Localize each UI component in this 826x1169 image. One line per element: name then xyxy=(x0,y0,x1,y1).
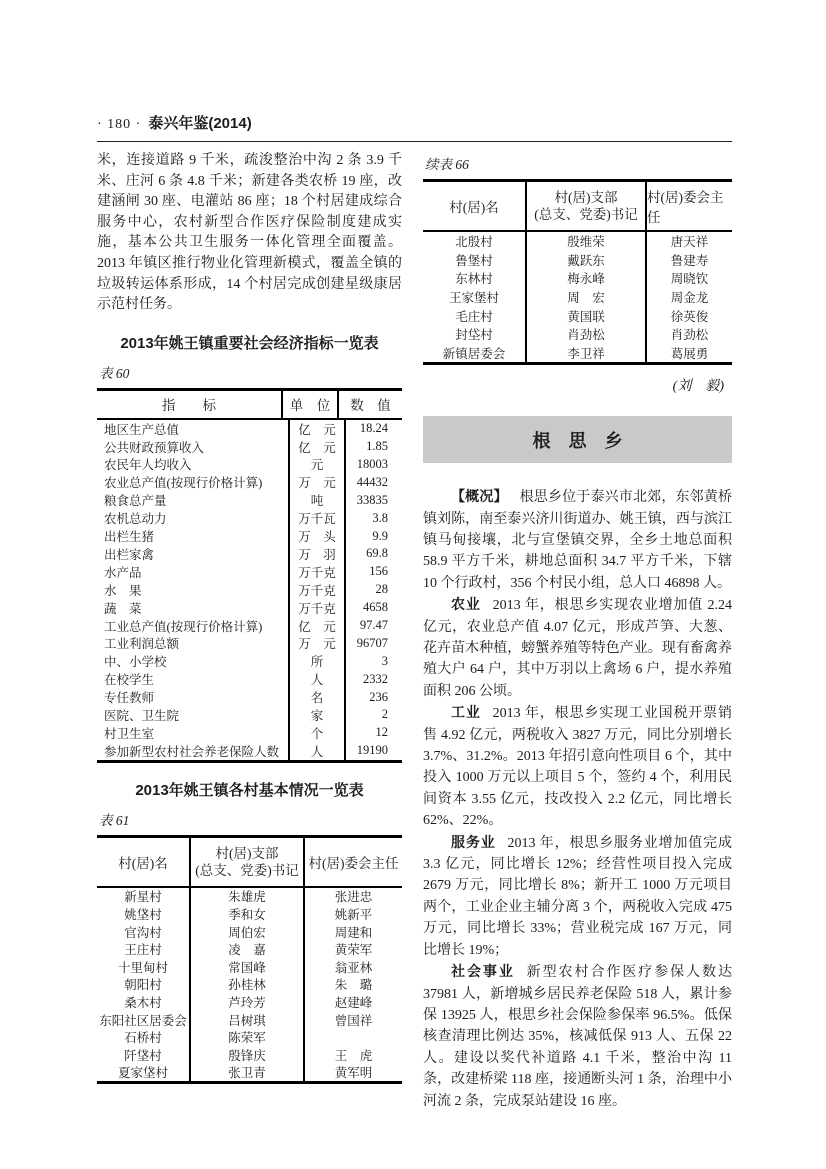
section-paragraphs xyxy=(423,486,732,1112)
header-secretary-line2: (总支、党委)书记 xyxy=(195,862,299,878)
header-cell-secretary xyxy=(527,182,647,230)
cell-secretary: 张卫青 xyxy=(191,1064,305,1082)
cell-value: 2 xyxy=(381,707,388,722)
table-row xyxy=(97,688,402,706)
header-cell-village: 村(居)名 xyxy=(423,182,527,230)
cell-director: 鲁建寿 xyxy=(670,253,709,268)
section-header-banner xyxy=(423,416,732,463)
paragraph xyxy=(423,961,732,1112)
header-cell-director: 村(居)委会主任 xyxy=(308,855,399,871)
cell-value: 156 xyxy=(369,564,388,579)
paragraph-body: 2013 年，根思乡实现工业国税开票销售 4.92 亿元，两税收入 3827 万元，同比分别增长 3.7%、31.2%。2013 年招引意向性项目 6 个，其中投入 1000 万元以上项目 5 个，签约 4 个，利用民间资本 3.55 亿元，技改投入 2.2 亿元，同比增长 62%、22%。 xyxy=(423,706,733,829)
cell-village: 官沟村 xyxy=(97,923,191,941)
cell-indicator: 公共财政预算收入 xyxy=(97,438,290,456)
cell-unit: 人 xyxy=(290,742,346,760)
cell-unit: 万千克 xyxy=(290,581,346,599)
table-row xyxy=(97,491,402,509)
cell-indicator: 蔬 菜 xyxy=(97,599,290,617)
paragraph-body: 根思乡位于泰兴市北郊，东邻黄桥镇刘陈，南至泰兴济川街道办、姚王镇，西与滨江镇马甸接壤，北与宣堡镇交界，全乡土地总面积 58.9 平方千米，耕地总面积 34.7 平方千米，下辖 10 个行政村，356 个村民小组，总人口 46898 人。 xyxy=(423,490,733,591)
cell-director: 赵建峰 xyxy=(334,996,373,1011)
cell-indicator: 参加新型农村社会养老保险人数 xyxy=(97,742,290,760)
cell-director: 黄荣军 xyxy=(334,943,373,958)
table66-header-row xyxy=(423,182,732,232)
table60-body xyxy=(97,420,402,760)
page-header xyxy=(97,112,732,133)
cell-village: 桑木村 xyxy=(97,993,191,1011)
cell-value: 18003 xyxy=(356,456,388,471)
cell-village: 王庄村 xyxy=(97,940,191,958)
cell-secretary: 季和女 xyxy=(191,905,305,923)
cell-indicator: 水 果 xyxy=(97,581,290,599)
cell-village: 姚垡村 xyxy=(97,905,191,923)
cell-village: 王家堡村 xyxy=(423,288,527,307)
table-row xyxy=(423,344,732,363)
table-row xyxy=(97,420,402,438)
cell-value: 3.8 xyxy=(372,510,388,525)
table-row xyxy=(97,527,402,545)
cell-indicator: 农机总动力 xyxy=(97,509,290,527)
cell-indicator: 工业利润总额 xyxy=(97,634,290,652)
paragraph-lead: 社会事业 xyxy=(451,963,515,980)
header-cell-value: 数 值 xyxy=(350,398,391,414)
header-rule xyxy=(97,141,732,142)
table-row xyxy=(97,958,402,976)
table61-title: 2013年姚王镇各村基本情况一览表 xyxy=(135,781,364,799)
cell-unit: 个 xyxy=(290,724,346,742)
cell-value: 2332 xyxy=(363,671,388,686)
cell-secretary: 殷锋庆 xyxy=(191,1046,305,1064)
table61 xyxy=(97,835,402,1085)
cell-village: 新星村 xyxy=(97,888,191,906)
cell-value: 236 xyxy=(369,689,388,704)
cell-value: 1.85 xyxy=(366,439,388,454)
table-row xyxy=(97,456,402,474)
table60-header-row xyxy=(97,391,402,420)
table-row xyxy=(97,923,402,941)
table-row xyxy=(97,652,402,670)
cell-value: 18.24 xyxy=(359,421,388,436)
cell-unit: 万 羽 xyxy=(290,545,346,563)
table-row xyxy=(423,269,732,288)
table-row xyxy=(97,599,402,617)
cell-director: 黄军明 xyxy=(334,1066,373,1081)
cell-value: 28 xyxy=(375,582,388,597)
header-cell-indicator: 指 标 xyxy=(97,391,283,418)
table60 xyxy=(97,388,402,763)
paragraph xyxy=(423,594,732,702)
cell-secretary: 孙桂林 xyxy=(191,976,305,994)
cell-unit: 亿 元 xyxy=(290,617,346,635)
cell-secretary: 周伯宏 xyxy=(191,923,305,941)
cell-indicator: 出栏家禽 xyxy=(97,545,290,563)
cell-secretary: 陈荣军 xyxy=(191,1028,305,1046)
cell-director: 葛展勇 xyxy=(670,346,709,361)
cell-unit: 万 元 xyxy=(290,634,346,652)
paragraph-lead: 农业 xyxy=(451,596,481,613)
table-row xyxy=(97,888,402,906)
cell-director: 周建和 xyxy=(334,925,373,940)
table-row xyxy=(97,438,402,456)
table66-continued-label: 续表 66 xyxy=(425,157,469,172)
header-cell-director: 村(居)委会主任 xyxy=(647,190,724,225)
cell-village: 北殷村 xyxy=(423,232,527,251)
table-row xyxy=(97,940,402,958)
table-row xyxy=(97,1064,402,1082)
table-row xyxy=(423,288,732,307)
cell-value: 19190 xyxy=(356,743,388,758)
table-row xyxy=(97,634,402,652)
table60-title: 2013年姚王镇重要社会经济指标一览表 xyxy=(120,334,379,352)
cell-secretary: 芦玲芳 xyxy=(191,993,305,1011)
cell-unit: 人 xyxy=(290,670,346,688)
cell-indicator: 粮食总产量 xyxy=(97,491,290,509)
table-row xyxy=(97,742,402,760)
cell-unit: 亿 元 xyxy=(290,438,346,456)
cell-director: 曾国祥 xyxy=(334,1013,373,1028)
table61-body xyxy=(97,888,402,1082)
cell-value: 4658 xyxy=(363,600,388,615)
paragraph-lead: 工业 xyxy=(451,704,481,721)
table-row xyxy=(97,563,402,581)
cell-secretary: 黄国联 xyxy=(527,306,647,325)
cell-unit: 万千瓦 xyxy=(290,509,346,527)
cell-director: 张进忠 xyxy=(334,890,373,905)
cell-indicator: 地区生产总值 xyxy=(97,420,290,438)
table-row xyxy=(97,706,402,724)
table66-continued xyxy=(423,179,732,365)
cell-indicator: 中、小学校 xyxy=(97,652,290,670)
cell-director xyxy=(305,1028,402,1046)
page-content xyxy=(97,112,732,1112)
table-row xyxy=(423,251,732,270)
cell-value: 3 xyxy=(381,653,388,668)
cell-director: 周金龙 xyxy=(670,291,709,306)
table61-header-row xyxy=(97,838,402,888)
table-row xyxy=(97,1046,402,1064)
cell-unit: 万 元 xyxy=(290,473,346,491)
cell-secretary: 肖劲松 xyxy=(527,325,647,344)
author-signature: (刘 毅) xyxy=(672,379,724,395)
cell-secretary: 常国峰 xyxy=(191,958,305,976)
table-row xyxy=(97,976,402,994)
cell-value: 97.47 xyxy=(359,617,388,632)
table-row xyxy=(97,993,402,1011)
right-column xyxy=(423,151,732,1112)
cell-unit: 万 头 xyxy=(290,527,346,545)
cell-village: 阡垡村 xyxy=(97,1046,191,1064)
cell-director: 姚新平 xyxy=(334,908,373,923)
cell-village: 夏家垡村 xyxy=(97,1064,191,1082)
paragraph-lead: 服务业 xyxy=(451,833,496,850)
cell-secretary: 戴跃东 xyxy=(527,251,647,270)
cell-value: 33835 xyxy=(356,492,388,507)
cell-value: 44432 xyxy=(356,474,388,489)
cell-unit: 亿 元 xyxy=(290,420,346,438)
cell-indicator: 医院、卫生院 xyxy=(97,706,290,724)
cell-indicator: 专任教师 xyxy=(97,688,290,706)
table-row xyxy=(423,232,732,251)
intro-paragraph: 米，连接道路 9 千米，疏浚整治中沟 2 条 3.9 千米、庄河 6 条 4.8 千米；新建各类农桥 19 座，改建涵闸 30 座、电灌站 86 座；18 个村居建成综合服务中心，农村新型合作医疗保险制度建成实施，基本公共卫生服务一体化管理全面覆盖。2013 年镇区推行物业化管理新模式，覆盖全镇的垃圾转运体系形成，14 个村居完成创建星级康居示范村任务。 xyxy=(97,153,402,313)
header-secretary-line2: (总支、党委)书记 xyxy=(534,207,638,222)
header-cell-unit: 单 位 xyxy=(283,391,339,418)
cell-indicator: 水产品 xyxy=(97,563,290,581)
cell-value: 96707 xyxy=(356,635,388,650)
paragraph xyxy=(423,486,732,594)
header-cell-secretary xyxy=(191,838,305,886)
cell-unit: 万千克 xyxy=(290,563,346,581)
cell-village: 新镇居委会 xyxy=(423,344,527,363)
table-row xyxy=(97,617,402,635)
cell-indicator: 出栏生猪 xyxy=(97,527,290,545)
paragraph-lead: 【概况】 xyxy=(451,488,508,505)
cell-secretary: 李卫祥 xyxy=(527,344,647,363)
cell-secretary: 殷维荣 xyxy=(527,232,647,251)
cell-secretary: 梅永峰 xyxy=(527,269,647,288)
table-row xyxy=(97,509,402,527)
paragraph xyxy=(423,702,732,831)
table-row xyxy=(97,1028,402,1046)
cell-village: 封垈村 xyxy=(423,325,527,344)
paragraph-body: 新型农村合作医疗参保人数达 37981 人，新增城乡居民养老保险 518 人，累计参保 13925 人，根思乡社会保险参保率 96.5%。低保核查清理比例达 35%，核减低保 913 人、五保 22 人。建设以奖代补道路 4.1 千米，整治中沟 11 条，改建桥梁 118 座，接通断头河 1 条，治理中小河流 2 条，完成泵站建设 16 座。 xyxy=(423,965,733,1109)
cell-village: 鲁堡村 xyxy=(423,251,527,270)
cell-director: 周晓钦 xyxy=(670,272,709,287)
cell-secretary: 周 宏 xyxy=(527,288,647,307)
cell-value: 69.8 xyxy=(366,546,388,561)
table-row xyxy=(97,473,402,491)
cell-village: 东林村 xyxy=(423,269,527,288)
cell-value: 12 xyxy=(375,725,388,740)
cell-indicator: 农业总产值(按现行价格计算) xyxy=(97,473,290,491)
cell-unit: 元 xyxy=(290,456,346,474)
cell-indicator: 农民年人均收入 xyxy=(97,456,290,474)
paragraph-body: 2013 年，根思乡实现农业增加值 2.24 亿元，农业总产值 4.07 亿元，形成芦笋、大葱、花卉苗木种植，螃蟹养殖等特色产业。现有畜禽养殖大户 64 户，其中万羽以上禽场 6 户，提水养殖面积 206 公顷。 xyxy=(423,598,733,699)
table60-label: 表 60 xyxy=(99,365,130,381)
table-row xyxy=(97,545,402,563)
cell-village: 石桥村 xyxy=(97,1028,191,1046)
cell-indicator: 村卫生室 xyxy=(97,724,290,742)
cell-director: 唐天祥 xyxy=(670,235,709,250)
section-title: 根 思 乡 xyxy=(532,430,623,451)
cell-director: 徐英俊 xyxy=(670,309,709,324)
cell-unit: 名 xyxy=(290,688,346,706)
paragraph xyxy=(423,832,732,961)
table-row xyxy=(97,724,402,742)
cell-village: 朝阳村 xyxy=(97,976,191,994)
cell-director: 朱 璐 xyxy=(334,978,373,993)
two-column-layout xyxy=(97,151,732,1112)
cell-unit: 吨 xyxy=(290,491,346,509)
cell-indicator: 工业总产值(按现行价格计算) xyxy=(97,617,290,635)
header-secretary-line1: 村(居)支部 xyxy=(215,845,279,861)
left-column xyxy=(97,151,402,1112)
table-row xyxy=(423,306,732,325)
table61-label: 表 61 xyxy=(99,812,130,828)
header-secretary-line1: 村(居)支部 xyxy=(554,190,618,205)
page-number: · 180 · xyxy=(97,117,142,132)
cell-director: 肖劲松 xyxy=(670,328,709,343)
table-row xyxy=(97,905,402,923)
paragraph-body: 2013 年，根思乡服务业增加值完成 3.3 亿元，同比增长 12%；经营性项目投入完成 2679 万元，同比增长 8%；新开工 1000 万元项目两个，工业企业主辅分离 3 个，两税收入完成 475 万元，同比增长 33%；营业税完成 167 万元，同比增长 19%； xyxy=(423,835,733,958)
cell-secretary: 吕树琪 xyxy=(191,1011,305,1029)
table66-body xyxy=(423,232,732,362)
cell-value: 9.9 xyxy=(372,528,388,543)
book-title: 泰兴年鉴(2014) xyxy=(148,115,252,132)
table-row xyxy=(97,670,402,688)
table-row xyxy=(97,1011,402,1029)
cell-secretary: 朱雄虎 xyxy=(191,888,305,906)
table-row xyxy=(97,581,402,599)
cell-secretary: 凌 嘉 xyxy=(191,940,305,958)
cell-unit: 家 xyxy=(290,706,346,724)
cell-director: 翁亚林 xyxy=(334,960,373,975)
cell-village: 毛庄村 xyxy=(423,306,527,325)
cell-village: 十里甸村 xyxy=(97,958,191,976)
cell-village: 东阳社区居委会 xyxy=(97,1011,191,1029)
table-row xyxy=(423,325,732,344)
cell-indicator: 在校学生 xyxy=(97,670,290,688)
cell-unit: 万千克 xyxy=(290,599,346,617)
cell-unit: 所 xyxy=(290,652,346,670)
header-cell-village: 村(居)名 xyxy=(97,838,191,886)
cell-director: 王 虎 xyxy=(334,1048,373,1063)
